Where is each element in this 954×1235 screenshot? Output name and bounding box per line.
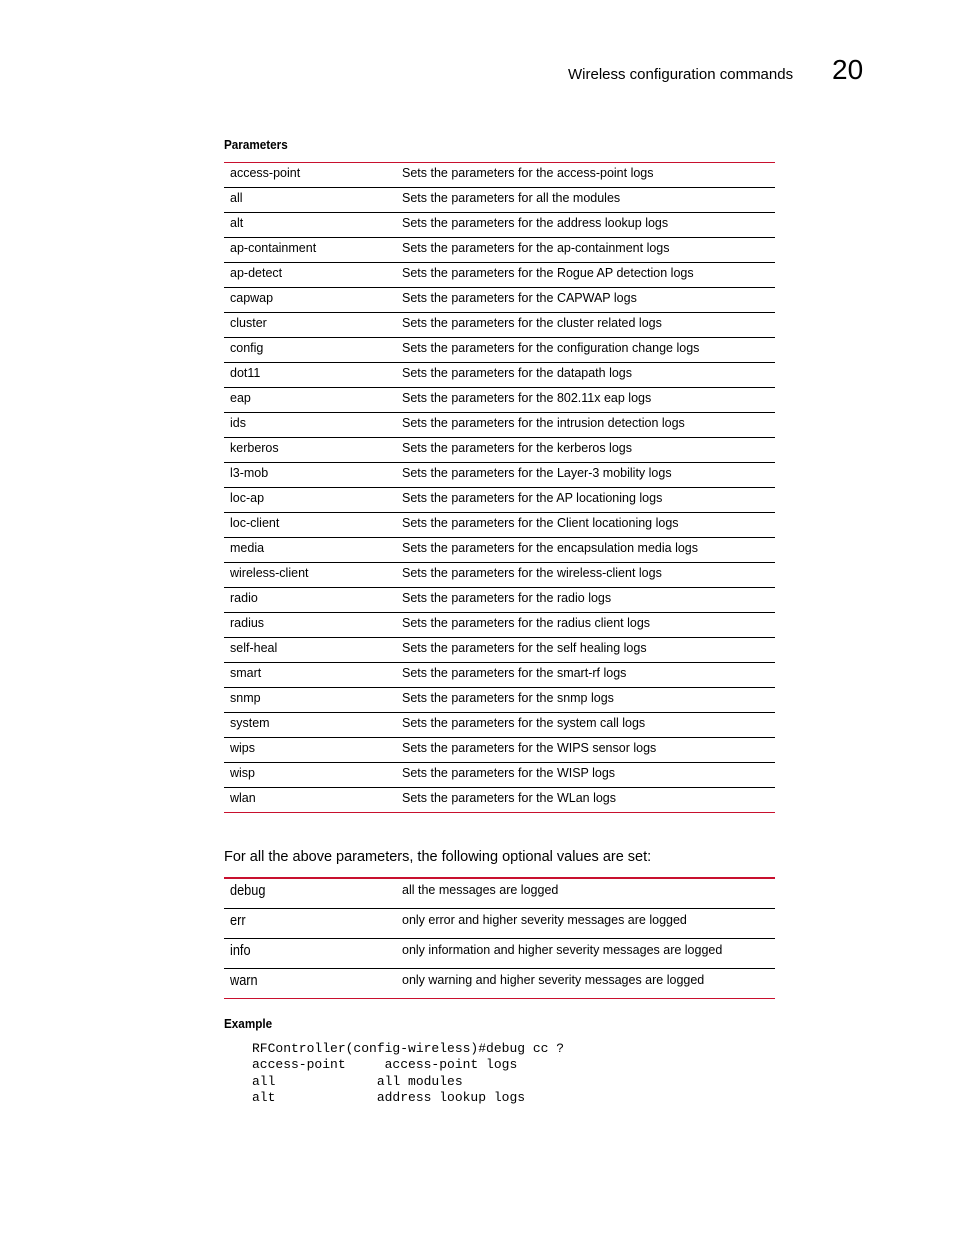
table-row — [224, 463, 775, 488]
optional-value-name: warn — [230, 971, 258, 989]
table-row — [224, 588, 775, 613]
parameter-name: self-heal — [224, 638, 396, 663]
parameter-name: config — [224, 338, 396, 363]
parameter-description: Sets the parameters for the ap-containment logs — [396, 238, 775, 263]
optional-value-cell — [224, 968, 396, 998]
optional-value-name: info — [230, 941, 251, 959]
table-row — [224, 363, 775, 388]
parameter-description: Sets the parameters for the wireless-client logs — [396, 563, 775, 588]
table-row — [224, 788, 775, 813]
parameter-name: ap-containment — [224, 238, 396, 263]
table-row — [224, 263, 775, 288]
table-row — [224, 563, 775, 588]
running-header-title: Wireless configuration commands — [568, 66, 794, 83]
parameter-description: Sets the parameters for the datapath logs — [396, 363, 775, 388]
parameter-name: ap-detect — [224, 263, 396, 288]
parameter-name: system — [224, 713, 396, 738]
parameters-table — [224, 162, 775, 813]
optional-value-cell — [224, 908, 396, 938]
parameter-description: Sets the parameters for the smart-rf logs — [396, 663, 775, 688]
parameter-description: Sets the parameters for the Client locationing logs — [396, 513, 775, 538]
table-row — [224, 413, 775, 438]
table-row — [224, 313, 775, 338]
parameter-name: media — [224, 538, 396, 563]
table-row — [224, 288, 775, 313]
parameter-name: all — [224, 188, 396, 213]
table-row — [224, 513, 775, 538]
parameter-name: kerberos — [224, 438, 396, 463]
parameter-name: l3-mob — [224, 463, 396, 488]
parameter-name: wisp — [224, 763, 396, 788]
parameter-description: Sets the parameters for the system call logs — [396, 713, 775, 738]
parameter-name: alt — [224, 213, 396, 238]
optional-values-table — [224, 877, 775, 999]
parameter-description: Sets the parameters for the encapsulation media logs — [396, 538, 775, 563]
example-code-block: RFController(config-wireless)#debug cc ? access-point access-point logs all all modules alt address lookup logs — [252, 1041, 565, 1105]
optional-value-description: only error and higher severity messages are logged — [396, 908, 775, 938]
parameter-description: Sets the parameters for the CAPWAP logs — [396, 288, 775, 313]
parameter-name: smart — [224, 663, 396, 688]
optional-value-name: debug — [230, 882, 266, 899]
table-row — [224, 908, 775, 938]
parameter-name: ids — [224, 413, 396, 438]
parameter-description: Sets the parameters for the kerberos logs — [396, 438, 775, 463]
parameter-name: wips — [224, 738, 396, 763]
parameter-name: loc-client — [224, 513, 396, 538]
table-row — [224, 663, 775, 688]
table-row — [224, 713, 775, 738]
table-row — [224, 878, 775, 908]
parameter-description: Sets the parameters for the AP locationing logs — [396, 488, 775, 513]
table-row — [224, 613, 775, 638]
parameter-name: cluster — [224, 313, 396, 338]
table-row — [224, 188, 775, 213]
parameter-description: Sets the parameters for the self healing logs — [396, 638, 775, 663]
parameter-name: capwap — [224, 288, 396, 313]
table-row — [224, 238, 775, 263]
parameter-description: Sets the parameters for the radio logs — [396, 588, 775, 613]
table-row — [224, 638, 775, 663]
table-row — [224, 388, 775, 413]
parameter-description: Sets the parameters for the cluster related logs — [396, 313, 775, 338]
table-row — [224, 163, 775, 188]
table-row — [224, 968, 775, 998]
table-row — [224, 538, 775, 563]
parameter-description: Sets the parameters for the Layer-3 mobility logs — [396, 463, 775, 488]
parameter-description: Sets the parameters for the snmp logs — [396, 688, 775, 713]
optional-value-description: all the messages are logged — [396, 878, 775, 908]
parameter-description: Sets the parameters for the 802.11x eap logs — [396, 388, 775, 413]
table-row — [224, 738, 775, 763]
optional-value-name: err — [230, 911, 246, 929]
parameter-description: Sets the parameters for the access-point logs — [396, 163, 775, 188]
table-row — [224, 763, 775, 788]
parameter-description: Sets the parameters for the WIPS sensor logs — [396, 738, 775, 763]
parameter-description: Sets the parameters for the radius client logs — [396, 613, 775, 638]
parameter-name: snmp — [224, 688, 396, 713]
parameter-name: radius — [224, 613, 396, 638]
optional-value-description: only warning and higher severity messages are logged — [402, 972, 705, 987]
table-row — [224, 213, 775, 238]
table-row — [224, 488, 775, 513]
optional-value-description: only information and higher severity messages are logged — [396, 938, 775, 968]
parameter-description: Sets the parameters for the WISP logs — [396, 763, 775, 788]
parameter-name: eap — [224, 388, 396, 413]
table-row — [224, 688, 775, 713]
optional-value-cell — [224, 878, 396, 908]
table-row — [224, 338, 775, 363]
parameter-description: Sets the parameters for the configuration change logs — [396, 338, 775, 363]
parameter-description: Sets the parameters for the intrusion detection logs — [396, 413, 775, 438]
parameter-name: wireless-client — [224, 563, 396, 588]
parameter-name: dot11 — [224, 363, 396, 388]
chapter-number: 20 — [832, 54, 864, 85]
parameter-description: Sets the parameters for the Rogue AP detection logs — [396, 263, 775, 288]
parameter-name: loc-ap — [224, 488, 396, 513]
table-row — [224, 438, 775, 463]
parameter-name: access-point — [224, 163, 396, 188]
parameter-name: wlan — [230, 791, 256, 805]
table-row — [224, 938, 775, 968]
parameter-description: Sets the parameters for the address lookup logs — [396, 213, 775, 238]
parameter-description: Sets the parameters for the WLan logs — [402, 791, 616, 805]
parameter-name: radio — [224, 588, 396, 613]
optional-values-intro: For all the above parameters, the following optional values are set: — [224, 849, 652, 865]
optional-value-cell — [224, 938, 396, 968]
example-heading: Example — [224, 1016, 273, 1031]
parameters-heading: Parameters — [224, 137, 288, 152]
parameter-description: Sets the parameters for all the modules — [396, 188, 775, 213]
